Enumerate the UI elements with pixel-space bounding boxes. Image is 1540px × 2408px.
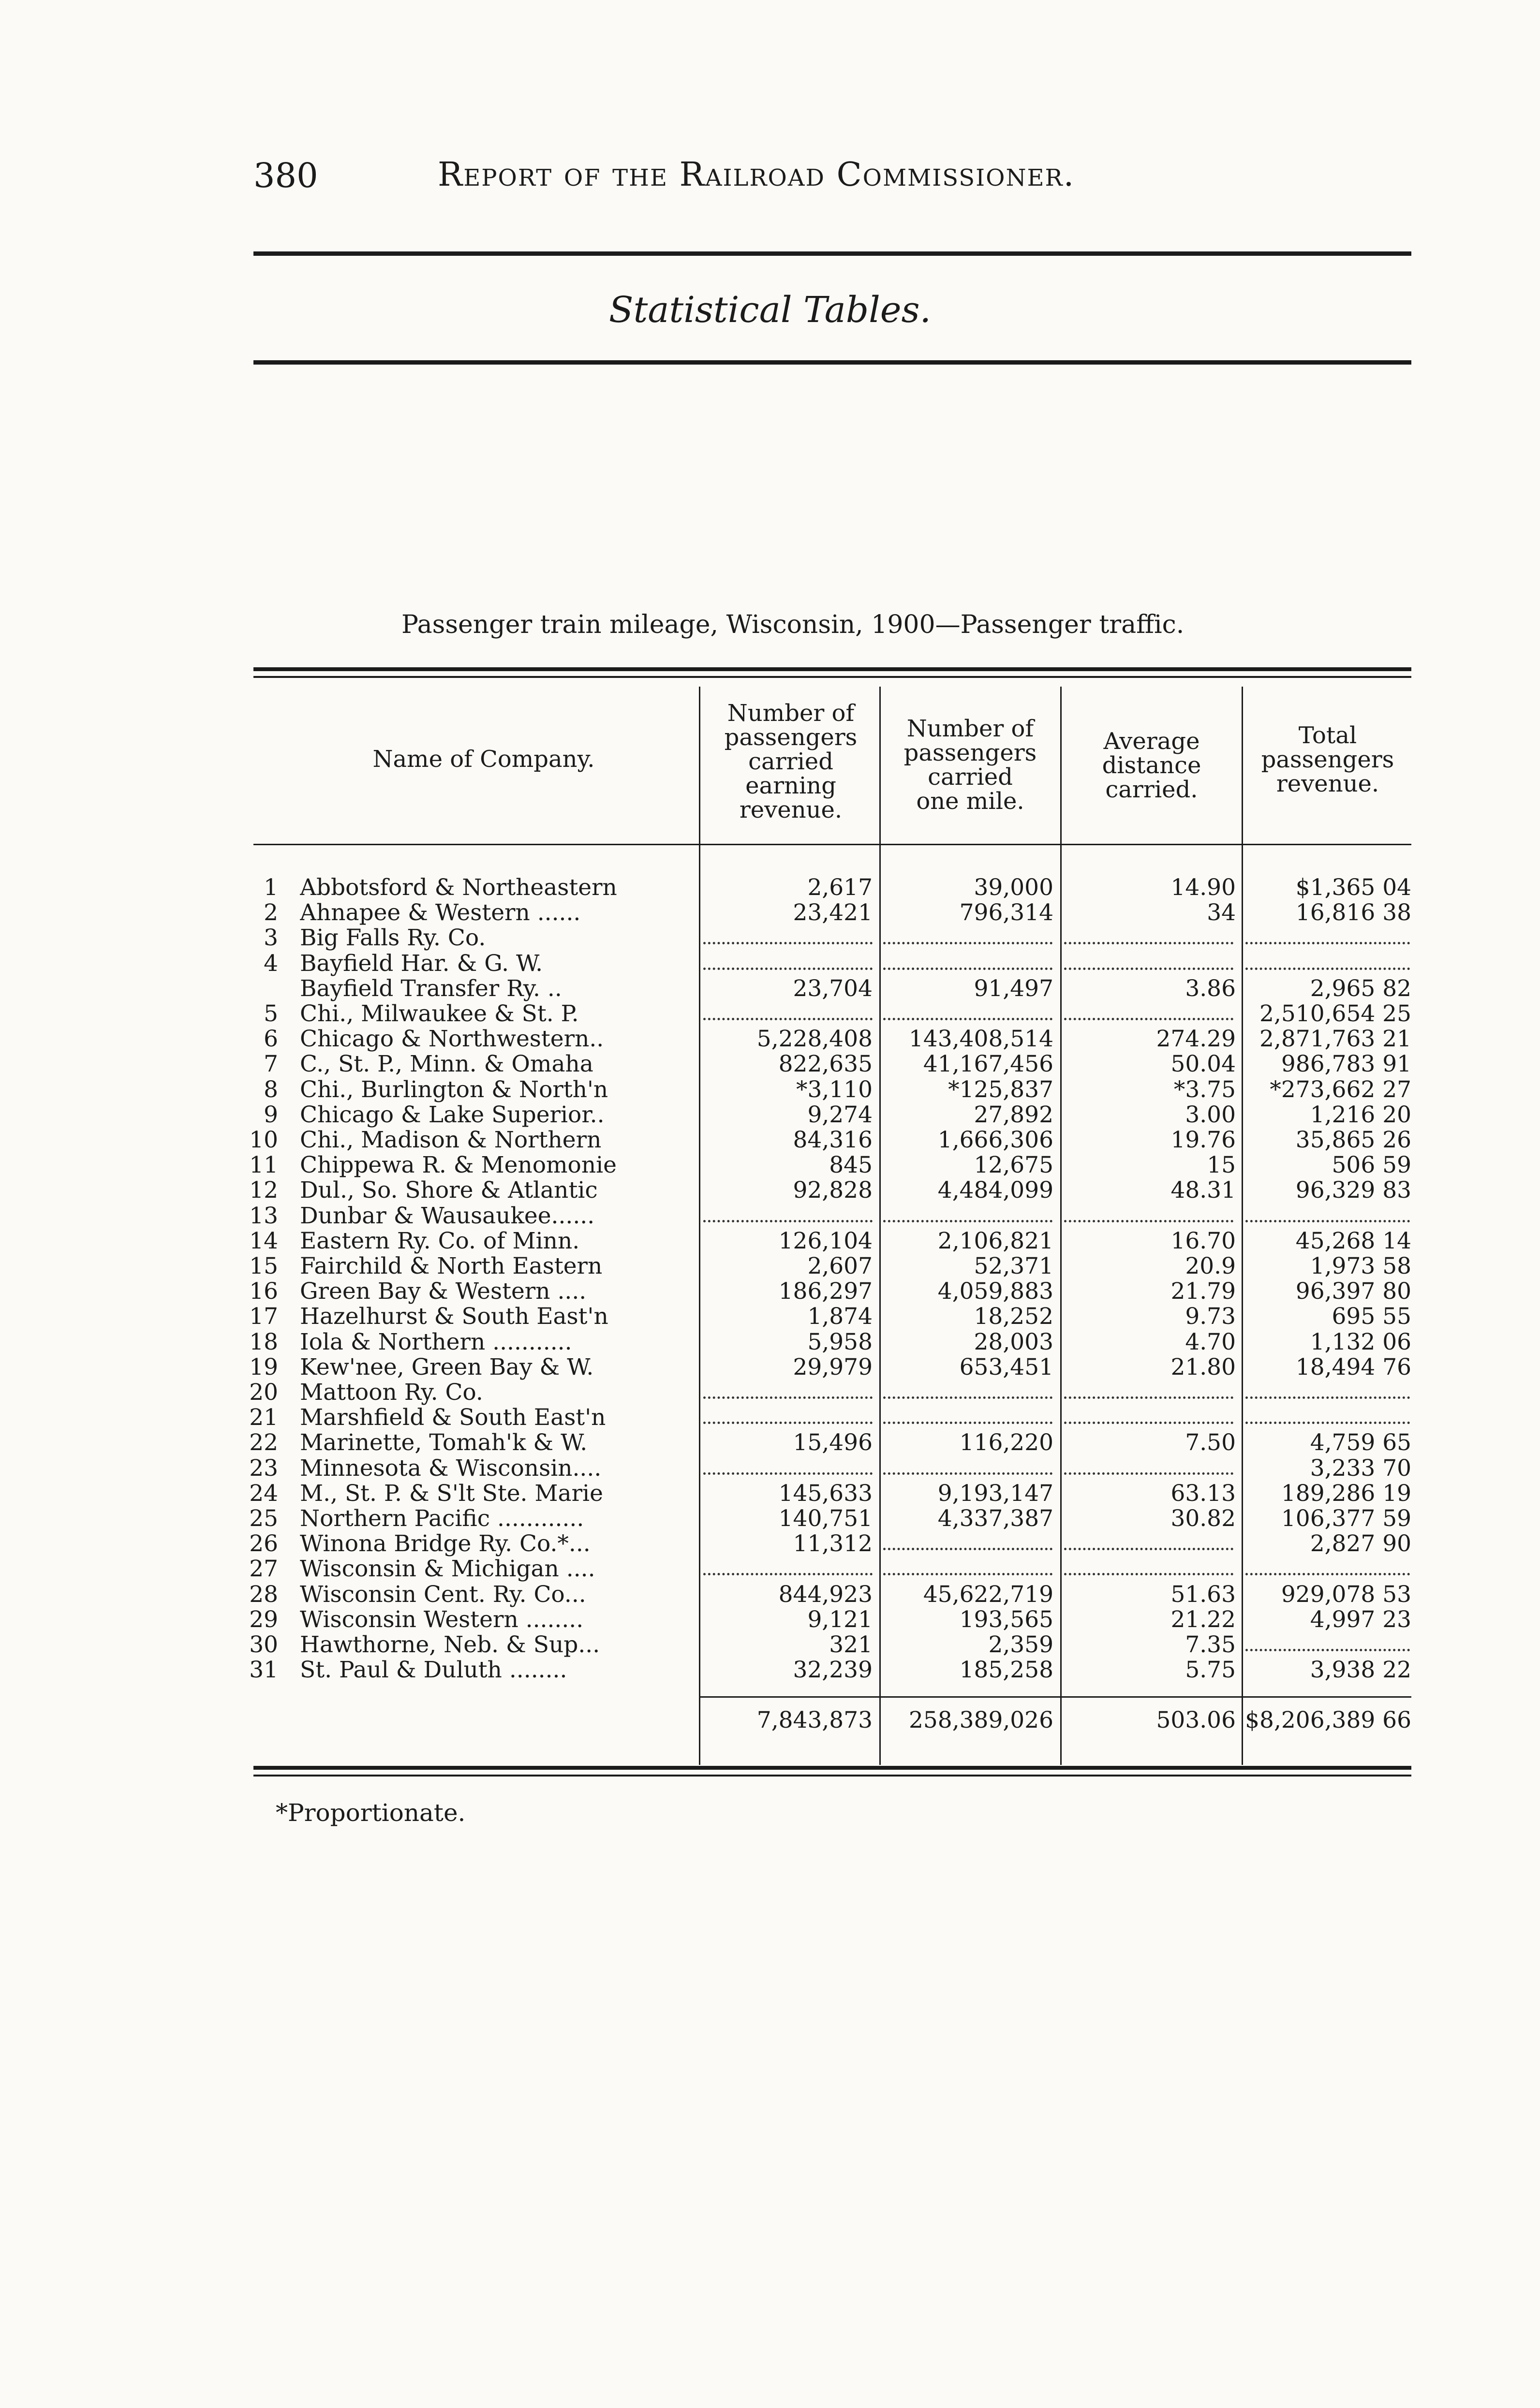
- row-number: 15: [249, 1253, 278, 1279]
- table-row: [0, 1632, 1540, 1658]
- table-row: [0, 1128, 1540, 1153]
- table-row: [0, 1102, 1540, 1128]
- dot-leader: [883, 1220, 1052, 1222]
- cell-avg-distance: 4.70: [1185, 1329, 1236, 1355]
- table-row: [0, 1481, 1540, 1506]
- cell-passengers: 92,828: [793, 1177, 873, 1204]
- cell-passengers: 2,617: [807, 874, 873, 901]
- cell-avg-distance: 21.80: [1170, 1354, 1236, 1380]
- cell-revenue: 929,078 53: [1281, 1581, 1411, 1608]
- cell-passenger-miles: 28,003: [974, 1329, 1053, 1355]
- row-number: 9: [264, 1101, 278, 1128]
- dot-leader: [1245, 1649, 1410, 1651]
- company-name: Wisconsin Cent. Ry. Co...: [300, 1582, 586, 1607]
- cell-passenger-miles: 116,220: [959, 1429, 1053, 1456]
- table-top-rule: [253, 667, 1411, 671]
- dot-leader: [883, 1396, 1052, 1399]
- dot-leader: [1064, 1018, 1233, 1020]
- header-revenue: Total passengers revenue.: [1261, 722, 1394, 797]
- table-row: [0, 1658, 1540, 1683]
- row-number: 27: [249, 1556, 278, 1582]
- row-number: 4: [264, 950, 278, 977]
- cell-passenger-miles: 27,892: [974, 1101, 1053, 1128]
- company-name: Kew'nee, Green Bay & W.: [300, 1355, 594, 1380]
- company-name: Chicago & Lake Superior..: [300, 1102, 605, 1128]
- cell-avg-distance: 9.73: [1185, 1303, 1236, 1330]
- table-row: [0, 1077, 1540, 1102]
- table-row: [0, 1254, 1540, 1279]
- cell-passenger-miles: 143,408,514: [908, 1026, 1053, 1052]
- table-row: [0, 1052, 1540, 1077]
- cell-revenue: 2,871,763 21: [1259, 1026, 1411, 1052]
- cell-revenue: 4,997 23: [1310, 1606, 1411, 1633]
- row-number: 3: [264, 925, 278, 951]
- cell-passengers: 844,923: [778, 1581, 873, 1608]
- cell-revenue: 4,759 65: [1310, 1429, 1411, 1456]
- cell-revenue: 189,286 19: [1281, 1480, 1411, 1507]
- cell-passengers: 5,228,408: [756, 1026, 873, 1052]
- dot-leader: [1245, 1220, 1410, 1222]
- cell-avg-distance: 14.90: [1170, 874, 1236, 901]
- cell-passengers: 2,607: [807, 1253, 873, 1279]
- company-name: Hawthorne, Neb. & Sup...: [300, 1632, 600, 1658]
- cell-avg-distance: 3.00: [1185, 1101, 1236, 1128]
- company-name: Chippewa R. & Menomonie: [300, 1153, 617, 1178]
- company-name: Wisconsin Western ........: [300, 1607, 584, 1632]
- cell-passengers: 32,239: [793, 1657, 873, 1683]
- table-row: [0, 1330, 1540, 1355]
- table-row: [0, 976, 1540, 1001]
- cell-passengers: 15,496: [793, 1429, 873, 1456]
- row-number: 6: [264, 1026, 278, 1052]
- cell-revenue: 16,816 38: [1295, 899, 1411, 926]
- cell-passengers: 23,421: [793, 899, 873, 926]
- company-name: Big Falls Ry. Co.: [300, 925, 486, 951]
- cell-passengers: 822,635: [778, 1051, 873, 1077]
- company-name: Bayfield Transfer Ry. ..: [300, 976, 562, 1001]
- dot-leader: [1245, 942, 1410, 944]
- company-name: Marshfield & South East'n: [300, 1405, 606, 1430]
- table-caption: Passenger train mileage, Wisconsin, 1900—Passenger traffic.: [401, 610, 1185, 639]
- cell-passenger-miles: 185,258: [959, 1657, 1053, 1683]
- dot-leader: [1064, 942, 1233, 944]
- cell-avg-distance: 21.22: [1170, 1606, 1236, 1633]
- row-number: 1: [264, 874, 278, 901]
- company-name: Hazelhurst & South East'n: [300, 1304, 608, 1329]
- cell-passenger-miles: 4,337,387: [937, 1505, 1053, 1532]
- company-name: Northern Pacific ............: [300, 1506, 584, 1531]
- total-revenue: $8,206,389 66: [1245, 1707, 1411, 1733]
- cell-avg-distance: 7.35: [1185, 1631, 1236, 1658]
- cell-avg-distance: 21.79: [1170, 1278, 1236, 1305]
- table-row: [0, 951, 1540, 976]
- company-name: Chicago & Northwestern..: [300, 1027, 604, 1052]
- company-name: Fairchild & North Eastern: [300, 1254, 603, 1279]
- total-passengers: 7,843,873: [756, 1707, 873, 1733]
- row-number: 28: [249, 1581, 278, 1608]
- cell-revenue: 106,377 59: [1281, 1505, 1411, 1532]
- table-row: [0, 1556, 1540, 1582]
- table-row: [0, 1607, 1540, 1632]
- table-row: [0, 1204, 1540, 1229]
- cell-passengers: 845: [829, 1152, 873, 1178]
- cell-revenue: 45,268 14: [1295, 1228, 1411, 1254]
- cell-revenue: 3,233 70: [1310, 1455, 1411, 1482]
- dot-leader: [883, 1018, 1052, 1020]
- row-number: 25: [249, 1505, 278, 1532]
- cell-passenger-miles: 39,000: [974, 874, 1053, 901]
- dot-leader: [703, 1422, 873, 1424]
- row-number: 18: [249, 1329, 278, 1355]
- row-number: 14: [249, 1228, 278, 1254]
- cell-passenger-miles: 18,252: [974, 1303, 1053, 1330]
- company-name: Chi., Madison & Northern: [300, 1128, 602, 1153]
- section-rule: [253, 360, 1411, 365]
- dot-leader: [1064, 1573, 1233, 1575]
- table-row: [0, 900, 1540, 925]
- cell-passengers: 321: [829, 1631, 873, 1658]
- company-name: St. Paul & Duluth ........: [300, 1658, 567, 1683]
- table-row: [0, 1430, 1540, 1455]
- header-divider: [253, 844, 1411, 845]
- row-number: 8: [264, 1076, 278, 1103]
- company-name: Iola & Northern ...........: [300, 1330, 572, 1355]
- cell-passenger-miles: *125,837: [948, 1076, 1053, 1103]
- section-title: Statistical Tables.: [608, 289, 932, 331]
- dot-leader: [1064, 1396, 1233, 1399]
- cell-passenger-miles: 653,451: [959, 1354, 1053, 1380]
- table-row: [0, 1229, 1540, 1254]
- row-number: 20: [249, 1379, 278, 1406]
- company-name: Green Bay & Western ....: [300, 1279, 587, 1304]
- table-row: [0, 1355, 1540, 1380]
- cell-revenue: 1,132 06: [1310, 1329, 1411, 1355]
- dot-leader: [883, 1472, 1052, 1475]
- cell-passenger-miles: 796,314: [959, 899, 1053, 926]
- dot-leader: [703, 1472, 873, 1475]
- cell-passengers: 9,121: [807, 1606, 873, 1633]
- row-number: 26: [249, 1530, 278, 1557]
- dot-leader: [1064, 1220, 1233, 1222]
- header-passenger-miles: Number of passengers carried one mile.: [903, 715, 1037, 815]
- cell-revenue: 1,216 20: [1310, 1101, 1411, 1128]
- dot-leader: [883, 1422, 1052, 1424]
- cell-passengers: 11,312: [793, 1530, 873, 1557]
- cell-passengers: 186,297: [778, 1278, 873, 1305]
- table-row: [0, 875, 1540, 900]
- dot-leader: [883, 1573, 1052, 1575]
- cell-passenger-miles: 4,484,099: [937, 1177, 1053, 1204]
- dot-leader: [703, 1018, 873, 1020]
- cell-passenger-miles: 2,359: [988, 1631, 1053, 1658]
- cell-passengers: 29,979: [793, 1354, 873, 1380]
- row-number: 10: [249, 1127, 278, 1153]
- row-number: 19: [249, 1354, 278, 1380]
- table-row: [0, 1178, 1540, 1203]
- cell-revenue: 1,973 58: [1310, 1253, 1411, 1279]
- company-name: Minnesota & Wisconsin....: [300, 1456, 602, 1481]
- row-number: 13: [249, 1203, 278, 1229]
- cell-passengers: 5,958: [807, 1329, 873, 1355]
- company-name: Winona Bridge Ry. Co.*...: [300, 1531, 591, 1556]
- company-name: C., St. P., Minn. & Omaha: [300, 1052, 593, 1077]
- cell-revenue: 695 55: [1332, 1303, 1411, 1330]
- cell-passengers: 23,704: [793, 975, 873, 1002]
- row-number: 21: [249, 1404, 278, 1431]
- company-name: Mattoon Ry. Co.: [300, 1380, 483, 1405]
- cell-avg-distance: 30.82: [1170, 1505, 1236, 1532]
- dot-leader: [703, 1573, 873, 1575]
- cell-avg-distance: *3.75: [1173, 1076, 1236, 1103]
- company-name: Dul., So. Shore & Atlantic: [300, 1178, 598, 1203]
- company-name: M., St. P. & S'lt Ste. Marie: [300, 1481, 603, 1506]
- cell-revenue: 35,865 26: [1295, 1127, 1411, 1153]
- company-name: Marinette, Tomah'k & W.: [300, 1430, 588, 1455]
- total-avg-distance: 503.06: [1156, 1707, 1236, 1733]
- running-head: Report of the Railroad Commissioner.: [438, 156, 1075, 194]
- cell-avg-distance: 48.31: [1170, 1177, 1236, 1204]
- cell-passengers: 84,316: [793, 1127, 873, 1153]
- table-row: [0, 1456, 1540, 1481]
- row-number: 2: [264, 899, 278, 926]
- company-name: Dunbar & Wausaukee......: [300, 1204, 595, 1229]
- cell-avg-distance: 274.29: [1156, 1026, 1236, 1052]
- cell-passenger-miles: 1,666,306: [937, 1127, 1053, 1153]
- dot-leader: [883, 942, 1052, 944]
- dot-leader: [1064, 1548, 1233, 1550]
- cell-passenger-miles: 12,675: [974, 1152, 1053, 1178]
- table-row: [0, 1001, 1540, 1027]
- total-passenger-miles: 258,389,026: [908, 1707, 1053, 1733]
- cell-passenger-miles: 2,106,821: [937, 1228, 1053, 1254]
- row-number: 24: [249, 1480, 278, 1507]
- cell-avg-distance: 63.13: [1170, 1480, 1236, 1507]
- dot-leader: [703, 942, 873, 944]
- cell-avg-distance: 19.76: [1170, 1127, 1236, 1153]
- cell-passengers: 126,104: [778, 1228, 873, 1254]
- dot-leader: [1064, 968, 1233, 970]
- top-rule: [253, 251, 1411, 256]
- table-top-rule-thin: [253, 676, 1411, 678]
- table-row: [0, 1153, 1540, 1178]
- company-name: Ahnapee & Western ......: [300, 900, 581, 925]
- cell-revenue: 986,783 91: [1281, 1051, 1411, 1077]
- totals-row: [0, 1708, 1540, 1733]
- cell-avg-distance: 20.9: [1185, 1253, 1236, 1279]
- cell-passenger-miles: 91,497: [974, 975, 1053, 1002]
- cell-passenger-miles: 9,193,147: [937, 1480, 1053, 1507]
- header-name: Name of Company.: [372, 746, 595, 773]
- cell-passenger-miles: 52,371: [974, 1253, 1053, 1279]
- table-row: [0, 925, 1540, 951]
- row-number: 22: [249, 1429, 278, 1456]
- row-number: 16: [249, 1278, 278, 1305]
- table-bottom-rule-thin: [253, 1775, 1411, 1777]
- cell-avg-distance: 15: [1207, 1152, 1236, 1178]
- row-number: 5: [264, 1000, 278, 1027]
- row-number: 12: [249, 1177, 278, 1204]
- cell-avg-distance: 34: [1207, 899, 1236, 926]
- cell-passengers: 140,751: [778, 1505, 873, 1532]
- cell-passengers: *3,110: [796, 1076, 873, 1103]
- dot-leader: [703, 1396, 873, 1399]
- company-name: Abbotsford & Northeastern: [300, 875, 617, 900]
- header-avg-distance: Average distance carried.: [1102, 728, 1201, 803]
- dot-leader: [1064, 1422, 1233, 1424]
- page-number: 380: [253, 156, 318, 195]
- cell-passenger-miles: 45,622,719: [923, 1581, 1053, 1608]
- cell-avg-distance: 3.86: [1185, 975, 1236, 1002]
- table-row: [0, 1405, 1540, 1430]
- cell-avg-distance: 7.50: [1185, 1429, 1236, 1456]
- dot-leader: [883, 968, 1052, 970]
- cell-passenger-miles: 4,059,883: [937, 1278, 1053, 1305]
- cell-passengers: 1,874: [807, 1303, 873, 1330]
- dot-leader: [1245, 968, 1410, 970]
- dot-leader: [703, 1220, 873, 1222]
- row-number: 7: [264, 1051, 278, 1077]
- table-row: [0, 1506, 1540, 1531]
- dot-leader: [883, 1548, 1052, 1550]
- table-row: [0, 1531, 1540, 1556]
- company-name: Eastern Ry. Co. of Minn.: [300, 1229, 580, 1254]
- cell-passenger-miles: 193,565: [959, 1606, 1053, 1633]
- table-row: [0, 1279, 1540, 1304]
- dot-leader: [703, 968, 873, 970]
- dot-leader: [1245, 1573, 1410, 1575]
- cell-revenue: $1,365 04: [1295, 874, 1411, 901]
- cell-revenue: 96,329 83: [1295, 1177, 1411, 1204]
- dot-leader: [1245, 1422, 1410, 1424]
- totals-divider: [699, 1696, 1411, 1698]
- cell-revenue: 506 59: [1332, 1152, 1411, 1178]
- company-name: Chi., Burlington & North'n: [300, 1077, 608, 1102]
- row-number: 17: [249, 1303, 278, 1330]
- table-row: [0, 1304, 1540, 1329]
- row-number: 30: [249, 1631, 278, 1658]
- dot-leader: [1245, 1396, 1410, 1399]
- table-bottom-rule: [253, 1766, 1411, 1770]
- row-number: 29: [249, 1606, 278, 1633]
- row-number: 23: [249, 1455, 278, 1482]
- cell-passenger-miles: 41,167,456: [923, 1051, 1053, 1077]
- table-row: [0, 1027, 1540, 1052]
- row-number: 31: [249, 1657, 278, 1683]
- cell-revenue: *273,662 27: [1270, 1076, 1411, 1103]
- cell-avg-distance: 16.70: [1170, 1228, 1236, 1254]
- cell-revenue: 2,827 90: [1310, 1530, 1411, 1557]
- company-name: Wisconsin & Michigan ....: [300, 1556, 595, 1582]
- cell-passengers: 9,274: [807, 1101, 873, 1128]
- table-row: [0, 1582, 1540, 1607]
- cell-avg-distance: 5.75: [1185, 1657, 1236, 1683]
- cell-passengers: 145,633: [778, 1480, 873, 1507]
- cell-avg-distance: 50.04: [1170, 1051, 1236, 1077]
- cell-avg-distance: 51.63: [1170, 1581, 1236, 1608]
- cell-revenue: 2,965 82: [1310, 975, 1411, 1002]
- footnote: *Proportionate.: [276, 1799, 466, 1827]
- cell-revenue: 3,938 22: [1310, 1657, 1411, 1683]
- cell-revenue: 96,397 80: [1295, 1278, 1411, 1305]
- cell-revenue: 18,494 76: [1295, 1354, 1411, 1380]
- company-name: Bayfield Har. & G. W.: [300, 951, 543, 976]
- dot-leader: [1064, 1472, 1233, 1475]
- company-name: Chi., Milwaukee & St. P.: [300, 1001, 579, 1027]
- cell-revenue: 2,510,654 25: [1259, 1000, 1411, 1027]
- header-passengers: Number of passengers carried earning revenue.: [724, 700, 858, 823]
- row-number: 11: [249, 1152, 278, 1178]
- table-row: [0, 1380, 1540, 1405]
